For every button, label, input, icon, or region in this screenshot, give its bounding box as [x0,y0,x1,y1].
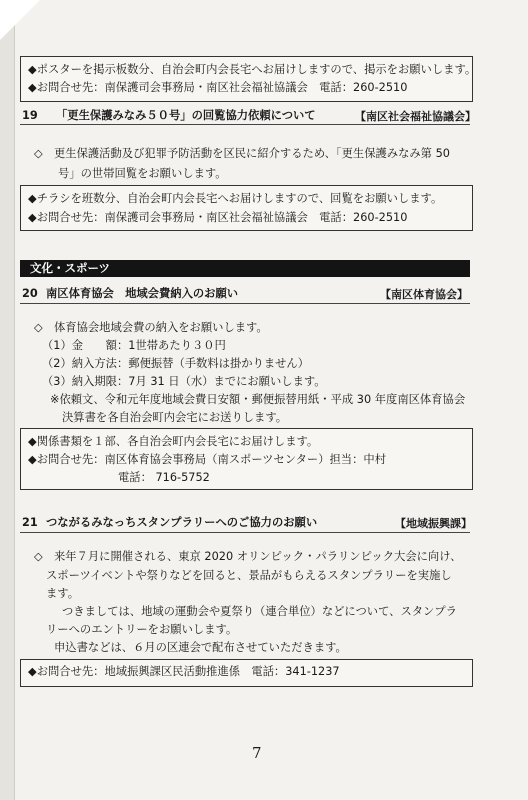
body-text: つきましては、地域の運動会や夏祭り（連合単位）などについて、スタンプラ [62,605,457,618]
body-text: （3）納入期限：7月 31 日（水）までにお願いします。 [42,375,326,388]
body-text: 申込書などは、６月の区連会で配布させていただきます。 [54,641,347,654]
item-title: つながるみなっちスタンプラリーへのご協力のお願い [46,516,318,529]
body-text: ※依頼文、令和元年度地域会費日安額・郵便振替用紙・平成 30 年度南区体育協会 [50,393,466,406]
item-org: 【南区社会福祉協議会】 [355,110,476,123]
contact-line: ◆お問合せ先：地域振興課区民活動推進係 電話：341-1237 [28,665,340,678]
body-text: ◇ 体育協会地域会費の納入をお願いします。 [34,321,268,334]
notice-line: ◆チラシを班数分、自治会町内会長宅へお届けしますので、回覧をお願いします。 [28,192,443,205]
page-edge [0,0,15,800]
body-text: ◇ 更生保護活動及び犯罪予防活動を区民に紹介するため、「更生保護みなみ第 50 [34,147,450,160]
item-number: 20 [22,287,38,300]
contact-line: ◆お問合せ先：南区体育協会事務局（南スポーツセンター）担当：中村 [28,453,386,466]
item-title: 南区体育協会 地域会費納入のお願い [46,287,239,300]
divider [20,532,470,533]
item-number: 19 [22,109,38,122]
notice-line: ◆関係書類を１部、各自治会町内会長宅にお届けします。 [28,435,319,448]
folded-corner [0,0,40,40]
page-number: 7 [252,744,262,762]
body-text: （2）納入方法：郵便振替（手数料は掛かりません） [42,357,310,370]
item-org: 【地域振興課】 [395,517,472,530]
phone-line: 電話： 716-5752 [118,471,210,484]
body-text: ◇ 来年７月に開催される、東京 2020 オリンピック・パラリンピック大会に向け、 [34,550,462,563]
body-text: スポーツイベントや祭りなどを回ると、景品がもらえるスタンプラリーを実施し [46,569,452,582]
divider [20,303,470,304]
section-heading: 文化・スポーツ [30,261,111,275]
body-text: 決算書を各自治会町内会宅にお送りします。 [62,411,288,424]
section-heading-bar [20,260,470,277]
contact-line: ◆お問合せ先：南保護司会事務局・南区社会福祉協議会 電話：260-2510 [28,81,408,94]
item-number: 21 [22,516,38,529]
divider [20,124,470,125]
notice-line: ◆ポスターを掲示板数分、自治会町内会長宅へお届けしますので、掲示をお願いします。 [28,63,477,76]
body-text: （1）金 額：1世帯あたり３０円 [42,339,226,352]
body-text: 号」の世帯回覧をお願いします。 [58,167,227,180]
body-text: リーへのエントリーをお願いします。 [46,623,238,636]
item-org: 【南区体育協会】 [380,288,468,301]
item-title: 「更生保護みなみ５０号」の回覧協力依頼について [56,109,316,122]
body-text: ます。 [46,587,79,600]
contact-line: ◆お問合せ先：南保護司会事務局・南区社会福祉協議会 電話：260-2510 [28,211,408,224]
